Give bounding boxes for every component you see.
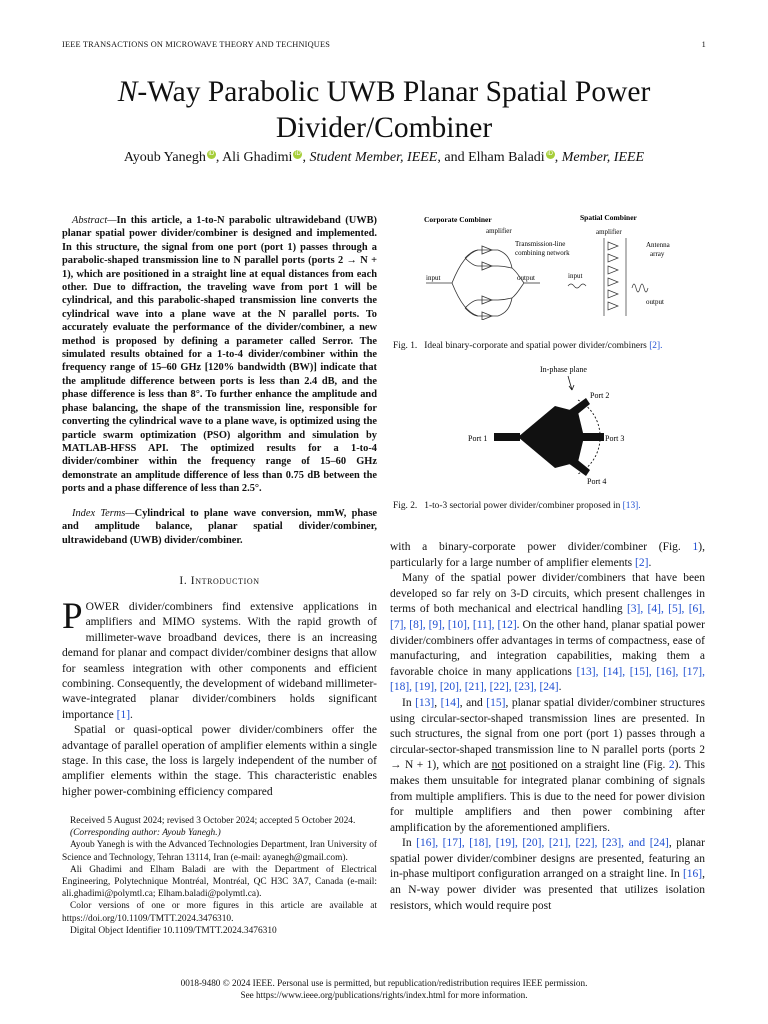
figure-2-caption (393, 500, 708, 512)
author-2: Ali Ghadimi (222, 150, 293, 165)
fig1-spatial-label: Spatial Combiner (580, 213, 637, 222)
fig1-caption-label: Fig. 1. (393, 341, 418, 351)
ref-link[interactable]: [2] (635, 556, 649, 569)
fig1-spatial-amplifiers (608, 242, 618, 310)
ref-link[interactable]: [16] (682, 868, 703, 881)
right-para-0: with a binary-corporate power divider/combiner (Fig. 1), particularly for a large number of amplifier elements [2]. (390, 541, 705, 569)
index-terms-text: Cylindrical to plane wave conversion, mmW, phase and amplitude balance, planar spatial divider/combiner, ultrawideband (UWB) divider/combiner. (62, 508, 377, 546)
right-para-3: In [16], [17], [18], [19], [20], [21], [22], [23], and [24], planar spatial power divider/combiner designs are presented, featuring an in-phase multiport configuration arranged on a straight line. In [16], an N-way power divider was presented that utilizes isolation resistors, which would require post (390, 837, 705, 912)
running-header (62, 40, 706, 49)
index-terms-label: Index Terms— (72, 508, 135, 519)
fig1-corporate-label: Corporate Combiner (424, 215, 492, 224)
figure-2-diagram (460, 362, 650, 492)
title-italic-n: N (117, 76, 138, 108)
underlined-not: not (491, 759, 507, 772)
fig1-output-wave (632, 284, 648, 292)
fig1-network-label: combining network (515, 249, 570, 257)
copyright-line1: 0018-9480 © 2024 IEEE. Personal use is permitted, but republication/redistribution requires IEEE permission. (180, 978, 588, 988)
copyright-line2: See https://www.ieee.org/publications/rights/index.html for more information. (240, 989, 528, 1000)
fig2-port3-label: Port 3 (605, 434, 625, 443)
footnote-corresponding: (Corresponding author: Ayoub Yanegh.) (70, 828, 221, 839)
ref-link[interactable]: [1] (116, 708, 131, 721)
fig1-input-label-2: input (568, 272, 583, 280)
fig1-corporate-network (426, 250, 540, 316)
footnotes (62, 815, 377, 937)
page-number: 1 (701, 40, 706, 49)
ref-link[interactable]: [15] (486, 696, 506, 709)
fig1-input-label-1: input (426, 274, 441, 282)
author-and: , and (437, 150, 469, 165)
ref-link[interactable]: [13] (415, 696, 435, 709)
fig1-array-label: array (650, 250, 665, 258)
fig1-amplifier-label-1: amplifier (486, 227, 512, 235)
journal-name: IEEE TRANSACTIONS ON MICROWAVE THEORY AND TECHNIQUES (62, 40, 331, 49)
intro-para-2: Spatial or quasi-optical power divider/combiners offer the advantage of parallel operation of amplifier elements within a single stage. In this case, the loss is largely independent of the number of amplifier elements within the stage. This characteristic enables higher power-combining efficiency compared (62, 724, 377, 798)
paper-title (0, 74, 768, 146)
fig2-port1-label: Port 1 (468, 434, 488, 443)
orcid-icon[interactable]: iD (547, 151, 554, 158)
fig-link[interactable]: 1 (692, 541, 699, 553)
fig1-antenna-label: Antenna (646, 241, 670, 249)
footnote-affil1: Ayoub Yanegh is with the Advanced Technologies Department, Iran University of Science and Technology, Tehran 13114, Iran (e-mail: ayanegh@gmail.com). (62, 840, 377, 863)
fig2-port1-line (494, 433, 520, 441)
title-line2: Divider/Combiner (275, 112, 493, 144)
ref-link[interactable]: [13], [14], [15], [16], [17], [18], [19], [20], [21], [22], [23], [24] (390, 665, 705, 694)
ref-link[interactable]: [2]. (649, 341, 663, 351)
fig2-caption-text: 1-to-3 sectorial power divider/combiner proposed in (424, 501, 621, 511)
author-sep: , (302, 150, 310, 165)
footnote-color: Color versions of one or more figures in this article are available at https://doi.org/10.1109/TMTT.2024.3476310. (62, 901, 377, 924)
author-3: Elham Baladi (468, 150, 545, 165)
ref-link[interactable]: [3], [4], [5], [6], [7], [8], [9], [10], [11], [12] (390, 603, 705, 631)
right-column-text (390, 540, 705, 914)
fig1-caption-text: Ideal binary-corporate and spatial power divider/combiners (424, 341, 647, 351)
section-heading (62, 574, 377, 589)
intro-text: POWER divider/combiners find extensive applications in amplifiers and MIMO systems. With the rapid growth of millimeter-wave broadband devices, there is an increasing demand for planar and compact divider/combiner designs that allow for seamless integration with other components and efficient combining. Consequently, the development of wideband millimeter-wave-integrated planar divider/combiners holds significant importance [1]. Spatial or quasi-optical power divider/combiners offer the advantage of parallel operation of amplifier elements within a single stage. In this case, the loss is largely independent of the number of amplifier elements within the stage. This characteristic enables higher power-combining efficiency compared (62, 600, 377, 800)
orcid-icon[interactable]: iD (208, 151, 215, 158)
fig2-port2-label: Port 2 (590, 391, 610, 400)
intro-para-1: OWER divider/combiners find extensive applications in amplifiers and MIMO systems. With the rapid growth of millimeter-wave broadband devices, there is an increasing demand for planar and compact divider/combiner designs that allow for seamless integration with other components and efficient combining. Consequently, the development of wideband millimeter-wave-integrated planar divider/combiners holds significant importance (62, 601, 377, 721)
fig2-port3-line (582, 433, 604, 441)
ref-link[interactable]: [13]. (622, 501, 641, 511)
orcid-icon[interactable]: iD (295, 151, 301, 158)
footnote-doi: Digital Object Identifier 10.1109/TMTT.2024.3476310 (70, 925, 277, 936)
ref-link[interactable]: [16], [17], [18], [19], [20], [21], [22], [23], and [24] (416, 837, 669, 850)
fig1-amplifier-label-2: amplifier (596, 228, 622, 236)
abstract-text: In this article, a 1-to-N parabolic ultrawideband (UWB) planar spatial power divider/combiner is designed and implemented. In this structure, the signal from one port (port 1) passes through a parabolic-shaped transmission line to N parallel ports (ports 2 → N + 1), which are positioned in a straight line at equal distances from each other. Due to diffraction, the traveling wave from port 1 will be cylindrical, and this parabolic-shaped transmission line converts the cylindrical wave into a plane wave at the N parallel ports. To accurately evaluate the performance of the divider/combiner, a new method is proposed by defining a parameter called Serror. The simulated results obtained for a 1-to-4 divider/combiner within the frequency range of 15–60 GHz [120% bandwidth (BW)] indicate that the amplitude difference between ports is less than 2.4 dB, and the phase difference is less than 8°. To further enhance the amplitude and phase balancing, the shape of the transmission line, responsible for converting the cylindrical wave to a plane wave, is optimized using the particle swarm optimization (PSO) algorithm and simulation by MATLAB-HFSS API. The optimized results for a 1-to-4 divider/combiner within the frequency range of 15–60 GHz demonstrate an amplitude difference of less than 0.75 dB between the ports and a phase difference of less than 2.5°. (62, 215, 377, 495)
footnote-received: Received 5 August 2024; revised 3 October 2024; accepted 5 October 2024. (70, 816, 356, 826)
author-3-role: Member, IEEE (561, 150, 645, 165)
fig1-output-label-1: output (517, 274, 535, 282)
section-numeral: I. (179, 575, 188, 587)
abstract (62, 214, 377, 496)
author-sep: , (554, 150, 562, 165)
drop-cap: P (62, 596, 83, 637)
title-line1: -Way Parabolic UWB Planar Spatial Power (137, 76, 651, 108)
ref-link[interactable]: [14] (440, 696, 460, 709)
fig2-caption-label: Fig. 2. (393, 501, 418, 511)
figure-1-diagram (420, 208, 690, 320)
fig1-output-label-2: output (646, 298, 664, 306)
fig-link[interactable]: 2 (668, 759, 675, 772)
abstract-label: Abstract— (72, 215, 117, 226)
copyright-notice (0, 978, 768, 1001)
author-1: Ayoub Yanegh (123, 150, 206, 165)
footnote-affil2: Ali Ghadimi and Elham Baladi are with the Department of Electrical Engineering, Polytechnique Montréal, Montréal, QC H3C 3A7, Canada (e-mail: ali.ghadimi@polymtl.ca; Elham.baladi@polymtl.ca). (62, 864, 377, 900)
author-sep: , (215, 150, 223, 165)
figure-1-caption (393, 340, 708, 352)
fig2-inphase-label: In-phase plane (540, 365, 587, 374)
right-para-1: Many of the spatial power divider/combiners that have been developed so far rely on 3-D circuits, which present challenges in terms of both mechanical and electrical handling [3], [4], [5], [6], [7], [8], [9], [10], [11], [12]. On the other hand, planar spatial power divider/combiners offer advantages in terms of compactness, ease of manufacturing, and integration capabilities, making them a favorable choice in many applications [13], [14], [15], [16], [17], [18], [19], [20], [21], [22], [23], [24]. (390, 572, 705, 694)
figure-1 (420, 208, 690, 320)
index-terms (62, 507, 377, 547)
author-2-role: Student Member, IEEE (309, 150, 438, 165)
right-para-2: In [13], [14], and [15], planar spatial divider/combiner structures using circular-sector-shaped transmission lines are presented. In such structures, the signal from one port (port 1) passes through a circular-sector-shaped transmission line to N parallel ports (ports 2 → N + 1), which are not positioned on a straight line (Fig. 2). This makes them unsuitable for integrated planar combining of signals from multiple amplifiers. This is due to the need for power division for multiple amplifiers and then power combining after amplification by the aforementioned amplifiers. (390, 696, 705, 834)
fig1-corporate-amplifiers (482, 246, 492, 320)
fig1-tline-label: Transmission-line (515, 240, 566, 248)
author-line (0, 150, 768, 166)
section-title: Introduction (190, 575, 260, 587)
fig2-port4-label: Port 4 (587, 477, 607, 486)
figure-2 (460, 362, 650, 492)
